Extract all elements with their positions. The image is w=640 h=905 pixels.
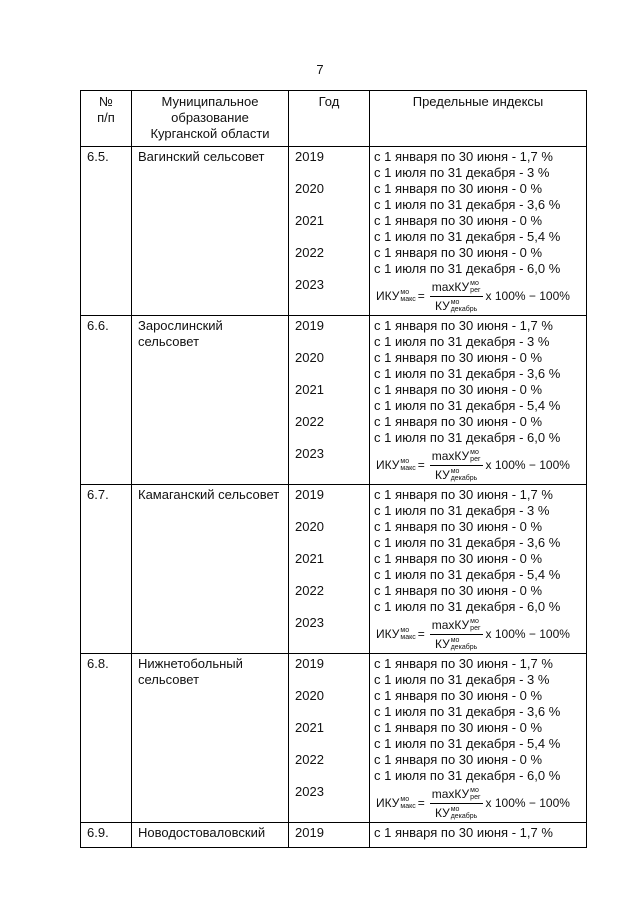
year-cell-value: 2021 (295, 382, 324, 397)
years-cell (289, 316, 370, 485)
index-line: с 1 июля по 31 декабря - 3 % (374, 334, 550, 349)
year-cell-value: 2020 (295, 519, 324, 534)
year-cell-value: 2019 (295, 318, 324, 333)
index-line: с 1 июля по 31 декабря - 5,4 % (374, 398, 561, 413)
index-line: с 1 января по 30 июня - 0 % (374, 519, 543, 534)
indices-cell (370, 147, 587, 316)
year-cell-value: 2023 (295, 446, 324, 461)
index-line: с 1 января по 30 июня - 0 % (374, 382, 543, 397)
index-line: с 1 июля по 31 декабря - 5,4 % (374, 229, 561, 244)
index-line: с 1 января по 30 июня - 0 % (374, 688, 543, 703)
index-line: с 1 января по 30 июня - 0 % (374, 414, 543, 429)
year-cell-value: 2020 (295, 350, 324, 365)
year-cell-value: 2020 (295, 688, 324, 703)
year-cell-value: 2023 (295, 277, 324, 292)
formula-fraction: maxКУ мо рег КУ мо декабрь (431, 617, 481, 651)
page-number: 7 (316, 62, 324, 77)
index-line: с 1 июля по 31 декабря - 3,6 % (374, 535, 561, 550)
year-cell-value: 2022 (295, 752, 324, 767)
municipality-name: Новодостоваловский (132, 823, 289, 848)
formula-fraction: maxКУ мо рег КУ мо декабрь (431, 279, 481, 313)
index-line: с 1 января по 30 июня - 0 % (374, 213, 543, 228)
year-cell-value: 2021 (295, 213, 324, 228)
header-num: № п/п (81, 91, 132, 147)
years-cell (289, 147, 370, 316)
index-line: с 1 января по 30 июня - 1,7 % (374, 487, 553, 502)
index-line: с 1 января по 30 июня - 1,7 % (374, 825, 553, 840)
index-line: с 1 июля по 31 декабря - 5,4 % (374, 736, 561, 751)
index-line: с 1 июля по 31 декабря - 6,0 % (374, 768, 561, 783)
index-line: с 1 января по 30 июня - 0 % (374, 720, 543, 735)
indices-cell (370, 316, 587, 485)
index-line: с 1 января по 30 июня - 0 % (374, 181, 543, 196)
index-line: с 1 июля по 31 декабря - 3 % (374, 672, 550, 687)
index-line: с 1 июля по 31 декабря - 6,0 % (374, 261, 561, 276)
municipality-name: Нижнетобольный сельсовет (132, 654, 289, 823)
index-line: с 1 июля по 31 декабря - 3 % (374, 165, 550, 180)
index-line: с 1 января по 30 июня - 0 % (374, 583, 543, 598)
table-row (81, 316, 587, 485)
index-line: с 1 января по 30 июня - 0 % (374, 551, 543, 566)
year-cell-value: 2022 (295, 583, 324, 598)
index-line: с 1 июля по 31 декабря - 6,0 % (374, 430, 561, 445)
index-line: с 1 июля по 31 декабря - 3,6 % (374, 704, 561, 719)
years-cell (289, 485, 370, 654)
year-cell-value: 2022 (295, 414, 324, 429)
index-line: с 1 июля по 31 декабря - 5,4 % (374, 567, 561, 582)
table-header-row (81, 91, 587, 147)
row-number: 6.6. (81, 316, 132, 485)
indices-cell (370, 823, 587, 848)
years-cell (289, 823, 370, 848)
index-line: с 1 января по 30 июня - 0 % (374, 752, 543, 767)
year-cell-value: 2021 (295, 720, 324, 735)
index-line: с 1 января по 30 июня - 1,7 % (374, 149, 553, 164)
index-line: с 1 января по 30 июня - 0 % (374, 245, 543, 260)
year-cell-value: 2020 (295, 181, 324, 196)
formula-fraction: maxКУ мо рег КУ мо декабрь (431, 448, 481, 482)
index-line: с 1 июля по 31 декабря - 6,0 % (374, 599, 561, 614)
formula: ИКУ мо макс = maxКУ мо рег КУ мо декабрь x 100% − 100% (376, 617, 570, 651)
year-cell-value: 2021 (295, 551, 324, 566)
year-cell-value: 2019 (295, 825, 324, 840)
row-number: 6.9. (81, 823, 132, 848)
year-cell-value: 2023 (295, 615, 324, 630)
year-cell-value: 2019 (295, 656, 324, 671)
table-row (81, 823, 587, 848)
table-row (81, 654, 587, 823)
formula: ИКУ мо макс = maxКУ мо рег КУ мо декабрь x 100% − 100% (376, 279, 570, 313)
municipality-name: Вагинский сельсовет (132, 147, 289, 316)
year-cell-value: 2019 (295, 149, 324, 164)
index-line: с 1 января по 30 июня - 0 % (374, 350, 543, 365)
header-municipality: Муниципальное образование Курганской области (132, 91, 289, 147)
row-number: 6.5. (81, 147, 132, 316)
years-cell (289, 654, 370, 823)
year-cell-value: 2019 (295, 487, 324, 502)
table-row (81, 485, 587, 654)
limit-indices-table (80, 90, 587, 848)
row-number: 6.7. (81, 485, 132, 654)
indices-cell (370, 654, 587, 823)
formula-fraction: maxКУ мо рег КУ мо декабрь (431, 786, 481, 820)
year-cell-value: 2022 (295, 245, 324, 260)
header-year: Год (289, 91, 370, 147)
header-indices: Предельные индексы (370, 91, 587, 147)
row-number: 6.8. (81, 654, 132, 823)
municipality-name: Камаганский сельсовет (132, 485, 289, 654)
formula: ИКУ мо макс = maxКУ мо рег КУ мо декабрь x 100% − 100% (376, 786, 570, 820)
index-line: с 1 июля по 31 декабря - 3,6 % (374, 197, 561, 212)
indices-cell (370, 485, 587, 654)
year-cell-value: 2023 (295, 784, 324, 799)
formula: ИКУ мо макс = maxКУ мо рег КУ мо декабрь x 100% − 100% (376, 448, 570, 482)
index-line: с 1 января по 30 июня - 1,7 % (374, 656, 553, 671)
table-row (81, 147, 587, 316)
index-line: с 1 июля по 31 декабря - 3 % (374, 503, 550, 518)
index-line: с 1 января по 30 июня - 1,7 % (374, 318, 553, 333)
municipality-name: Зарослинский сельсовет (132, 316, 289, 485)
index-line: с 1 июля по 31 декабря - 3,6 % (374, 366, 561, 381)
